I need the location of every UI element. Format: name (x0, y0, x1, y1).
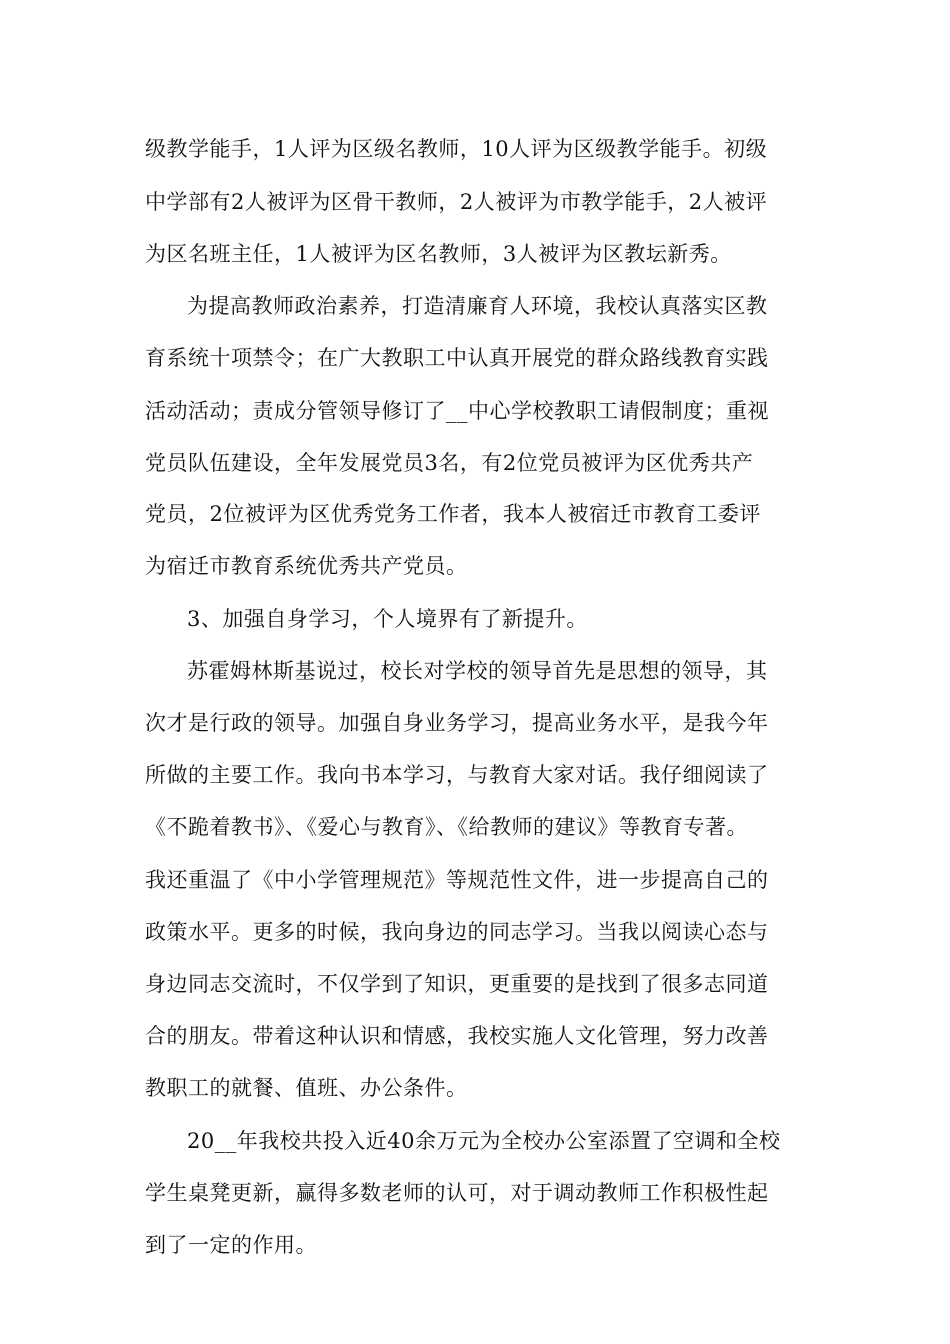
section-heading: 3、加强自身学习，个人境界有了新提升。 (187, 607, 588, 631)
text-line: 中学部有2人被评为区骨干教师，2人被评为市教学能手，2人被评 (145, 190, 768, 214)
paragraph-first-line: 20__年我校共投入近40余万元为全校办公室添置了空调和全校 (187, 1129, 781, 1153)
paragraph-first-line: 苏霍姆林斯基说过，校长对学校的领导首先是思想的领导，其 (187, 659, 768, 683)
text-line: 合的朋友。带着这种认识和情感，我校实施人文化管理，努力改善 (145, 1024, 769, 1048)
text-line: 《不跪着教书》、《爱心与教育》、《给教师的建议》等教育专著。 (145, 815, 748, 839)
text-line: 活动活动；责成分管领导修订了__中心学校教职工请假制度；重视 (145, 399, 769, 423)
text-line: 我还重温了《中小学管理规范》等规范性文件，进一步提高自己的 (145, 868, 769, 892)
text-line: 学生桌凳更新，赢得多数老师的认可，对于调动教师工作积极性起 (145, 1181, 769, 1205)
text-line: 政策水平。更多的时候，我向身边的同志学习。当我以阅读心态与 (145, 920, 769, 944)
text-line: 育系统十项禁令；在广大教职工中认真开展党的群众路线教育实践 (145, 346, 769, 370)
text-line: 所做的主要工作。我向书本学习，与教育大家对话。我仔细阅读了 (145, 763, 769, 787)
text-line: 党员队伍建设，全年发展党员3名，有2位党员被评为区优秀共产 (145, 451, 754, 475)
text-line: 党员，2位被评为区优秀党务工作者，我本人被宿迁市教育工委评 (145, 502, 761, 526)
text-line: 教职工的就餐、值班、办公条件。 (145, 1076, 468, 1100)
text-line: 为宿迁市教育系统优秀共产党员。 (145, 554, 468, 578)
paragraph-first-line: 为提高教师政治素养，打造清廉育人环境，我校认真落实区教 (187, 294, 768, 318)
text-line: 身边同志交流时，不仅学到了知识，更重要的是找到了很多志同道 (145, 972, 769, 996)
text-line: 为区名班主任，1人被评为区名教师，3人被评为区教坛新秀。 (145, 242, 732, 266)
text-line: 级教学能手，1人评为区级名教师，10人评为区级教学能手。初级 (145, 137, 768, 161)
text-line: 到了一定的作用。 (145, 1233, 317, 1257)
text-line: 次才是行政的领导。加强自身业务学习，提高业务水平，是我今年 (145, 711, 769, 735)
